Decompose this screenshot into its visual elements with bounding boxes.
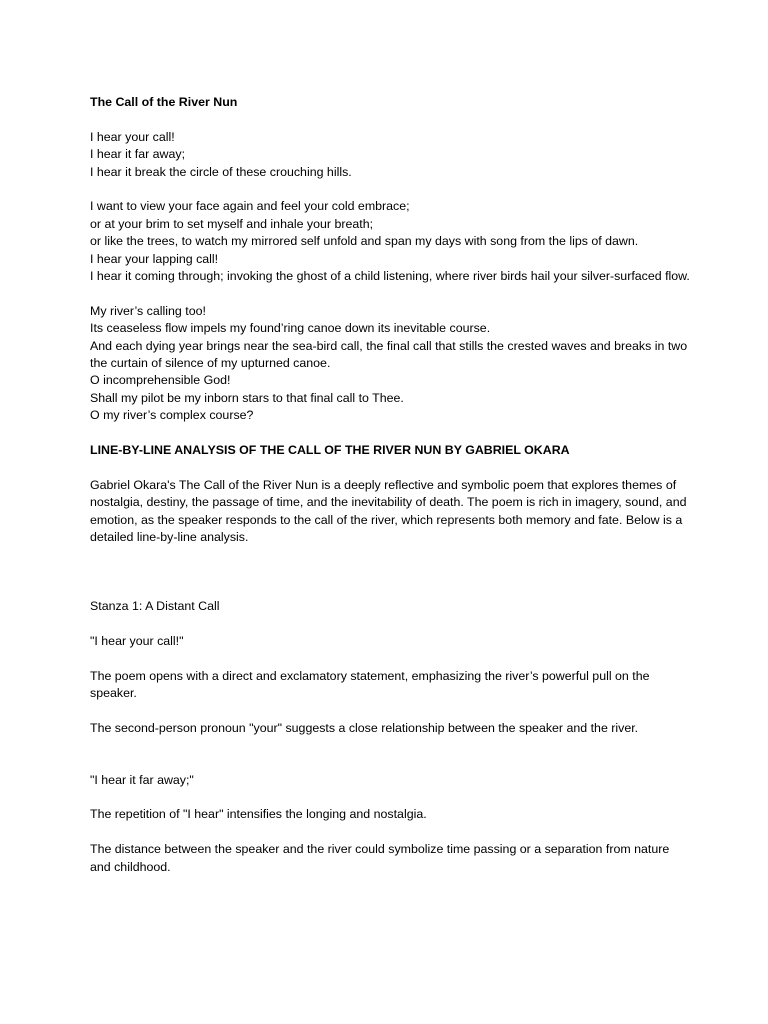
poem-line: Its ceaseless flow impels my found’ring canoe down its inevitable course. (90, 321, 491, 336)
stanza-heading: Stanza 1: A Distant Call (90, 599, 220, 614)
poem-line: I hear your lapping call! (90, 251, 219, 266)
poem-line: or like the trees, to watch my mirrored self unfold and span my days with song from the lips of dawn. (90, 234, 639, 249)
poem-stanza-2 (90, 198, 690, 285)
poem-line: I hear it far away; (90, 147, 186, 162)
poem-stanza-1 (90, 129, 690, 181)
analysis-paragraph: The poem opens with a direct and exclamatory statement, emphasizing the river’s powerful pull on the speaker. (90, 669, 650, 701)
analysis-paragraph: The distance between the speaker and the river could symbolize time passing or a separation from nature and childhood. (90, 842, 670, 874)
poem-line: Shall my pilot be my inborn stars to that final call to Thee. (90, 390, 404, 405)
poem-line: O incomprehensible God! (90, 373, 231, 388)
poem-line: And each dying year brings near the sea-bird call, the final call that stills the crested waves and breaks in two the curtain of silence of my upturned canoe. (90, 338, 688, 371)
quote-line: "I hear your call!" (90, 634, 184, 649)
analysis-heading: LINE-BY-LINE ANALYSIS OF THE CALL OF THE RIVER NUN BY GABRIEL OKARA (90, 443, 570, 458)
analysis-paragraph: The second-person pronoun "your" suggests a close relationship between the speaker and the river. (90, 721, 639, 736)
poem-line: I hear your call! (90, 129, 175, 144)
document-body (90, 94, 690, 876)
poem-title: The Call of the River Nun (90, 95, 238, 109)
poem-stanza-3 (90, 303, 690, 425)
intro-paragraph: Gabriel Okara's The Call of the River Nun is a deeply reflective and symbolic poem that explores themes of nostalgia, destiny, the passage of time, and the inevitability of death. The poem is rich in imagery, sound, and emotion, as the speaker responds to the call of the river, which represents both memory and fate. Below is a detailed line-by-line analysis. (90, 477, 687, 545)
poem-line: I hear it coming through; invoking the ghost of a child listening, where river birds hail your silver-surfaced flow. (90, 269, 690, 284)
quote-line: "I hear it far away;" (90, 772, 194, 787)
poem-line: I hear it break the circle of these crouching hills. (90, 164, 352, 179)
poem-line: I want to view your face again and feel your cold embrace; (90, 199, 410, 214)
poem-line: O my river’s complex course? (90, 408, 254, 423)
analysis-paragraph: The repetition of "I hear" intensifies the longing and nostalgia. (90, 807, 427, 822)
poem-line: My river’s calling too! (90, 303, 206, 318)
poem-line: or at your brim to set myself and inhale your breath; (90, 216, 374, 231)
